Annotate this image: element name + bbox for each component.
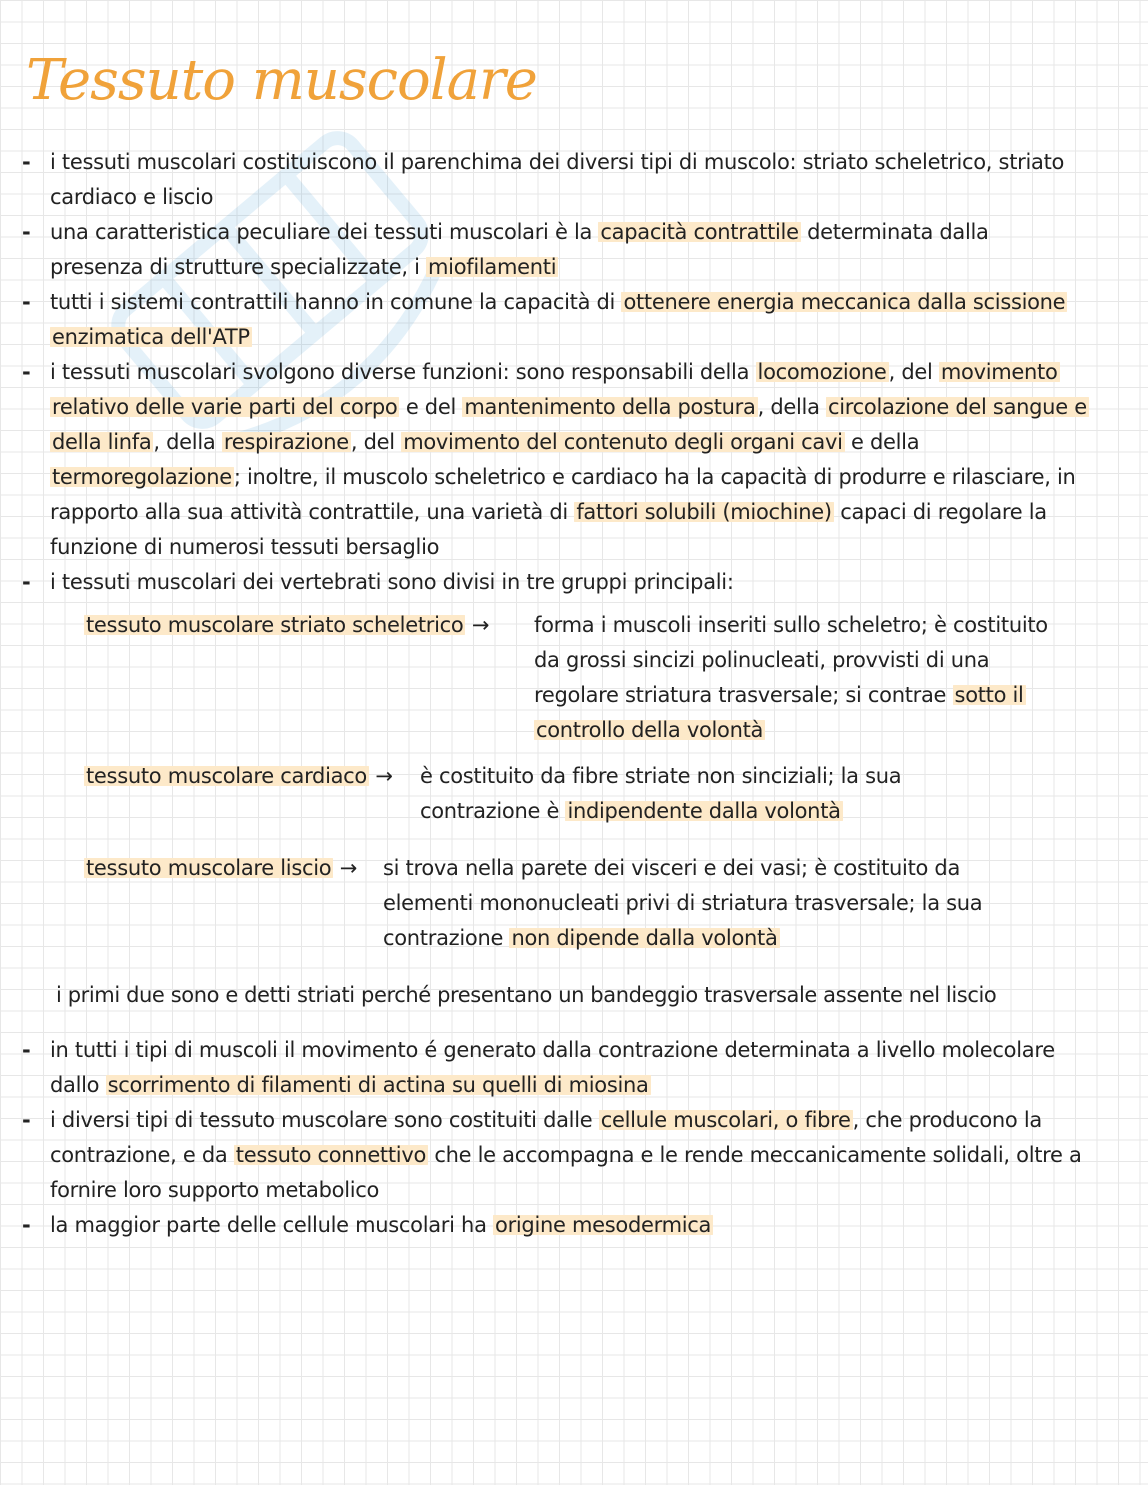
- arrow-icon: →: [471, 613, 490, 637]
- highlighted-text: termoregolazione: [52, 465, 232, 489]
- bullet-list-details: [0, 1033, 1148, 1243]
- group-term: [84, 759, 393, 794]
- striated-note: i primi due sono e detti striati perché presentano un bandeggio trasversale assente nel liscio: [56, 983, 997, 1007]
- group-description: [383, 851, 1043, 956]
- bullet-item: [0, 285, 1148, 355]
- group-term-label: tessuto muscolare cardiaco: [86, 764, 367, 788]
- bullet-item: [0, 145, 1148, 215]
- text-segment: capaci di regolare la funzione di numerosi tessuti bersaglio: [50, 500, 1047, 559]
- highlighted-text: mantenimento della postura: [464, 395, 756, 419]
- text-segment: i tessuti muscolari svolgono diverse funzioni: sono responsabili della: [50, 360, 756, 384]
- bullet-item: [0, 1103, 1148, 1208]
- text-segment: i tessuti muscolari dei vertebrati sono divisi in tre gruppi principali:: [50, 570, 734, 594]
- bullet-item: [0, 355, 1148, 565]
- group-description: [420, 759, 980, 829]
- text-segment: , del: [350, 430, 402, 454]
- text-segment: si trova nella parete dei visceri e dei vasi; è costituito da elementi mononucleati privi di striatura trasversale; la sua contrazione: [383, 856, 983, 950]
- text-segment: è costituito da fibre striate non sinciziali; la sua contrazione è: [420, 764, 902, 823]
- group-term: [84, 608, 489, 643]
- text-segment: ; inoltre, il muscolo scheletrico e cardiaco ha la capacità di produrre e rilasciare, in rapporto alla sua attività contrattile, una varietà di: [50, 465, 1076, 524]
- highlighted-text: indipendente dalla volontà: [567, 799, 841, 823]
- text-segment: in tutti i tipi di muscoli il movimento é generato dalla contrazione determinata a livello molecolare dallo: [50, 1038, 1055, 1097]
- text-segment: , che producono la contrazione, e da: [50, 1108, 1042, 1167]
- highlighted-text: scorrimento di filamenti di actina su quelli di miosina: [107, 1073, 649, 1097]
- text-segment: determinata dalla presenza di strutture specializzate, i: [50, 220, 989, 279]
- bullet-list-intro: [0, 145, 1148, 600]
- text-segment: che le accompagna e le rende meccanicamente solidali, oltre a fornire loro supporto metabolico: [50, 1143, 1082, 1202]
- text-segment: tutti i sistemi contrattili hanno in comune la capacità di: [50, 290, 622, 314]
- highlighted-text: ottenere energia meccanica dalla scissione enzimatica dell'ATP: [52, 290, 1066, 349]
- text-segment: i tessuti muscolari costituiscono il parenchima dei diversi tipi di muscolo: striato scheletrico, striato cardiaco e liscio: [50, 150, 1065, 209]
- text-segment: la maggior parte delle cellule muscolari ha: [50, 1213, 494, 1237]
- highlighted-text: locomozione: [757, 360, 887, 384]
- text-segment: e del: [399, 395, 463, 419]
- arrow-icon: →: [339, 856, 358, 880]
- highlighted-text: respirazione: [223, 430, 349, 454]
- highlighted-text: non dipende dalla volontà: [511, 926, 778, 950]
- highlighted-text: movimento relativo delle varie parti del corpo: [52, 360, 1058, 419]
- highlighted-text: cellule muscolari, o fibre: [600, 1108, 851, 1132]
- highlighted-text: capacità contrattile: [600, 220, 799, 244]
- highlighted-text: fattori solubili (miochine): [576, 500, 832, 524]
- bullet-item: [0, 215, 1148, 285]
- bullet-item: [0, 565, 1148, 600]
- bullet-item: [0, 1033, 1148, 1103]
- group-term: [84, 851, 357, 886]
- bullet-item: [0, 1208, 1148, 1243]
- text-segment: , del: [888, 360, 939, 384]
- text-segment: i diversi tipi di tessuto muscolare sono costituiti dalle: [50, 1108, 599, 1132]
- page-title: Tessuto muscolare: [26, 48, 537, 113]
- highlighted-text: tessuto connettivo: [235, 1143, 427, 1167]
- highlighted-text: origine mesodermica: [495, 1213, 712, 1237]
- text-segment: forma i muscoli inseriti sullo scheletro; è costituito da grossi sincizi polinucleati, provvisti di una regolare striatura trasversale; si contrae: [534, 613, 1048, 707]
- highlighted-text: miofilamenti: [428, 255, 557, 279]
- highlighted-text: movimento del contenuto degli organi cavi: [403, 430, 843, 454]
- highlighted-text: sotto il controllo della volontà: [536, 683, 1024, 742]
- highlighted-text: circolazione del sangue e della linfa: [52, 395, 1087, 454]
- group-term-label: tessuto muscolare striato scheletrico: [86, 613, 464, 637]
- text-segment: , della: [757, 395, 827, 419]
- text-segment: , della: [153, 430, 222, 454]
- text-segment: e della: [844, 430, 920, 454]
- group-description: [534, 608, 1074, 748]
- arrow-icon: →: [375, 764, 393, 788]
- text-segment: una caratteristica peculiare dei tessuti muscolari è la: [50, 220, 599, 244]
- group-term-label: tessuto muscolare liscio: [86, 856, 332, 880]
